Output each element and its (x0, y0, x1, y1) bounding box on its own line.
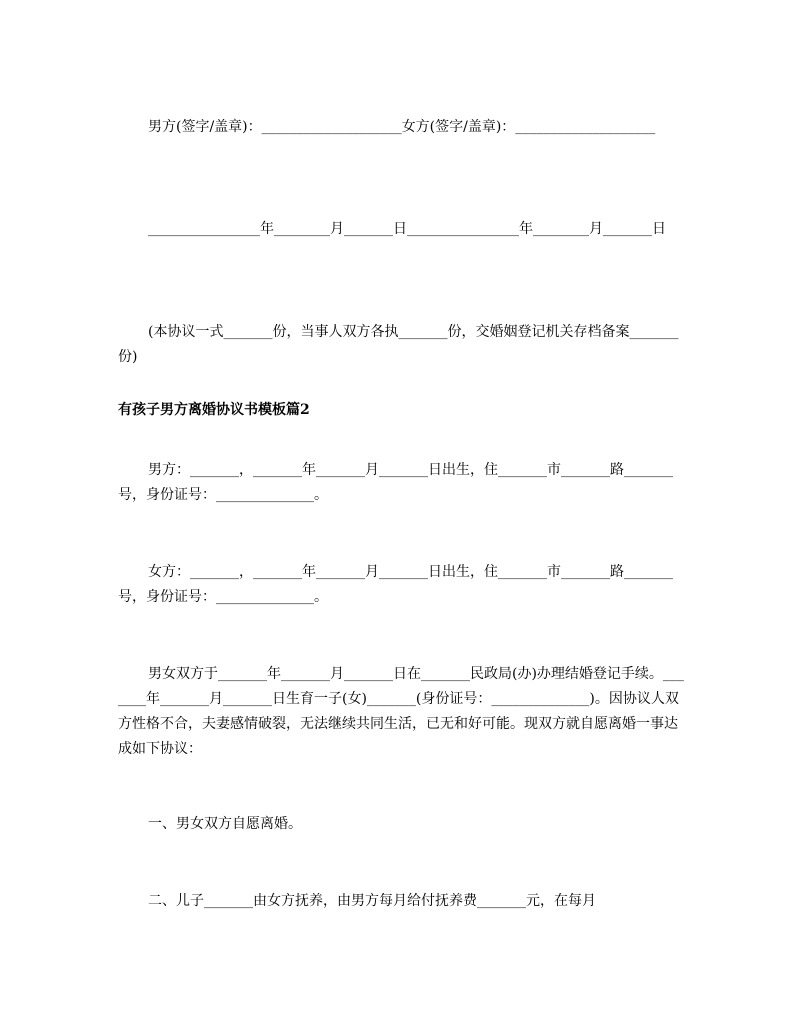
section-title: 有孩子男方离婚协议书模板篇2 (118, 402, 310, 418)
clause-1: 一、男女双方自愿离婚。 (148, 816, 302, 832)
man-info-paragraph: 男方：_______，_______年_______月_______日出生，住_______市_______路_______号，身份证号：______________。 (118, 462, 673, 503)
clause-2: 二、儿子_______由女方抚养，由男方每月给付抚养费_______元，在每月 (148, 893, 596, 909)
marriage-info-paragraph: 男女双方于_______年_______月_______日在_______民政局(办)办理结婚登记手续。_______年_______月_______日生育一子(女)_______(身份证号：______________)。因协议人双方性格不合，夫妻感情破裂，无法继续共同生活，已无和好可能。现双方就自愿离婚一事达成如下协议： (118, 666, 684, 757)
woman-info-paragraph: 女方：_______，_______年_______月_______日出生，住_______市_______路_______号，身份证号：______________。 (118, 564, 673, 605)
signature-line: 男方(签字/盖章)：____________________女方(签字/盖章)：____________________ (148, 119, 656, 135)
copies-note: (本协议一式_______份，当事人双方各执_______份，交婚姻登记机关存档备案_______份) (118, 324, 679, 365)
date-line: ________________年________月_______日________________年________月_______日 (148, 221, 666, 237)
